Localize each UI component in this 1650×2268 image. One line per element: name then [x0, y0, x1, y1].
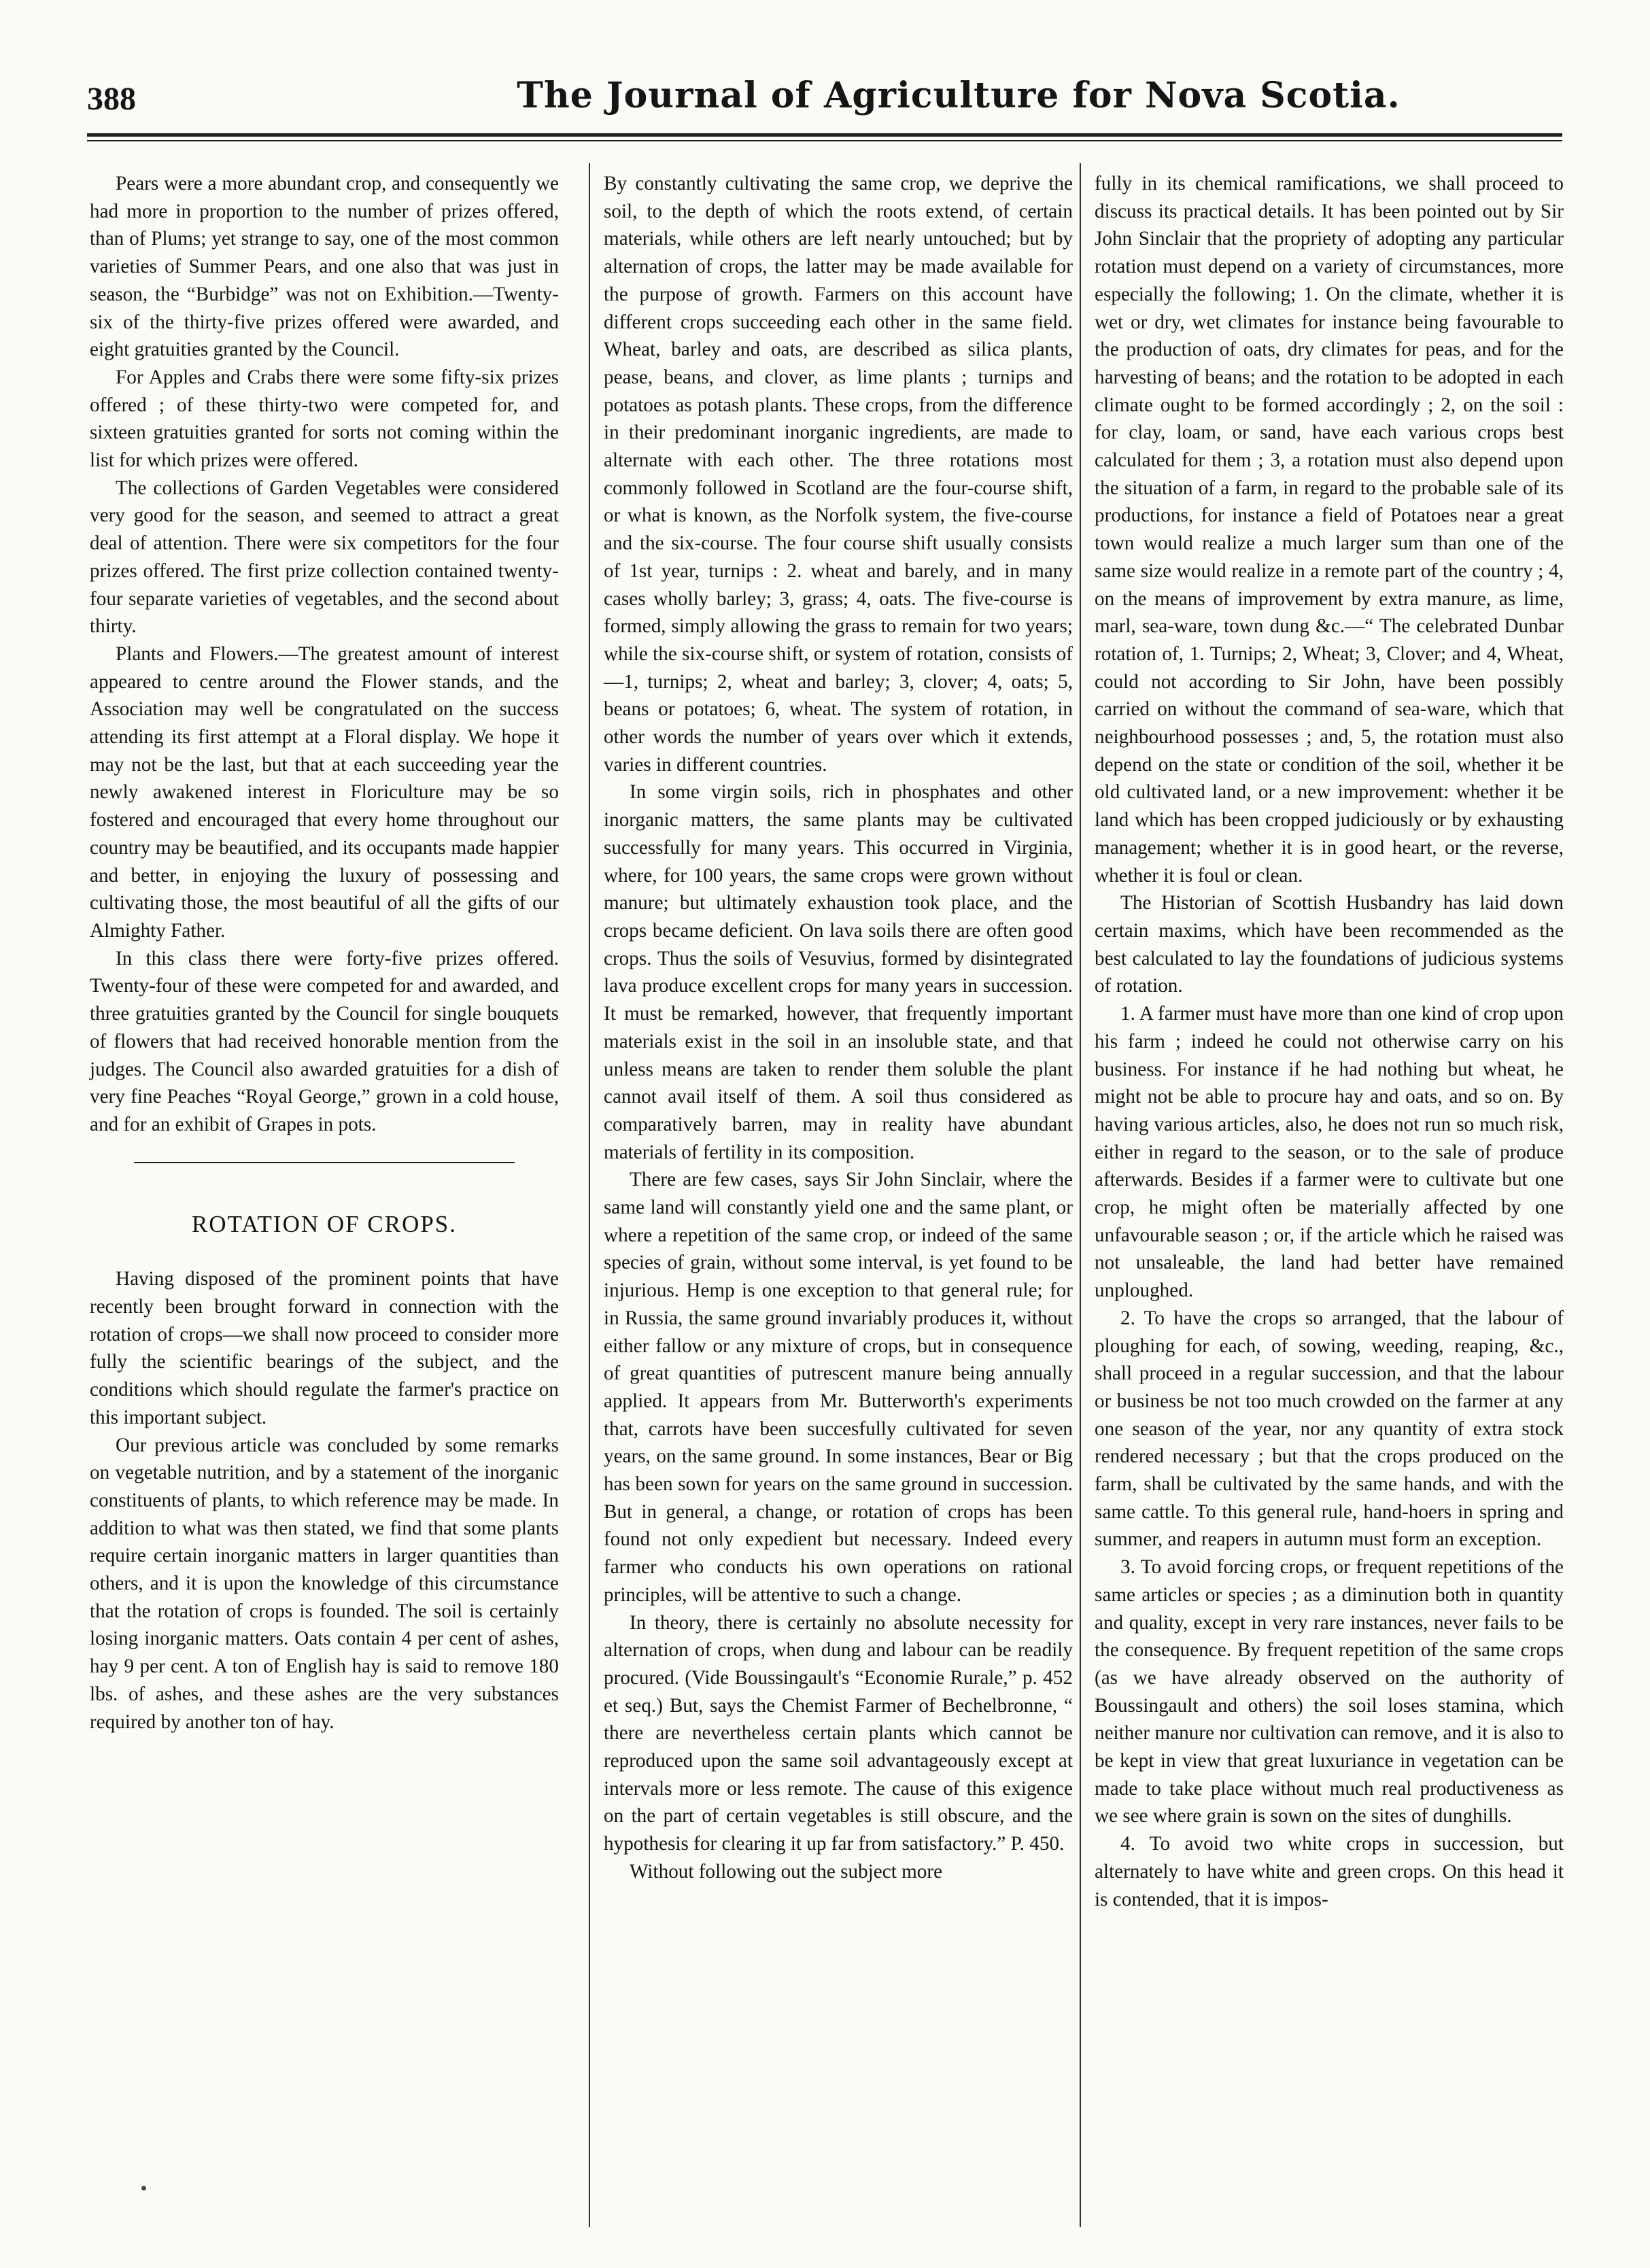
paragraph: Our previous article was concluded by some remarks on vegetable nutrition, and by a statement of the inorganic constituents of plants, to which reference may be made. In addition to what was then stated, we find that some plants require certain inorganic matters in larger quantities than others, and it is upon the knowledge of this circumstance that the rotation of crops is founded. The soil is certainly losing inorganic matters. Oats contain 4 per cent of ashes, hay 9 per cent. A ton of English hay is said to remove 180 lbs. of ashes, and these ashes are the very substances required by another ton of hay.: [90, 1434, 559, 1733]
paragraph: In some virgin soils, rich in phosphates and other inorganic matters, the same plants may be cultivated successfully for many years. This occurred in Virginia, where, for 100 years, the same crops were grown without manure; but ultimately exhaustion took place, and the crops became deficient. On lava soils there are often good crops. Thus the soils of Vesuvius, formed by disintegrated lava produce excellent crops for many years in succession. It must be remarked, however, that frequently important materials exist in the soil in an insoluble state, and that unless means are taken to render them soluble the plant cannot avail itself of them. A soil thus considered as comparatively barren, may in reality have abundant materials of fertility in its composition.: [604, 781, 1073, 1163]
paragraph: The Historian of Scottish Husbandry has laid down certain maxims, which have been recommended as the best calculated to lay the foundations of judicious systems of rotation.: [1095, 892, 1564, 997]
header-rule-thin: [87, 140, 1562, 141]
header-rule-thick: [87, 133, 1562, 137]
paragraph: Without following out the subject more: [630, 1860, 943, 1883]
column-left: [90, 170, 559, 1736]
section-divider: [134, 1162, 515, 1163]
footer-dot: [141, 2186, 146, 2190]
paragraph: 2. To have the crops so arranged, that the labour of ploughing for each, of sowing, weeding, reaping, &c., shall proceed in a regular succession, and that the labour or business be not too much crowded on the farmer at any one season of the year, nor any quantity of extra stock rendered necessary ; but that the crops produced on the farm, shall be cultivated by the same hands, and with the same cattle. To this general rule, hand-hoers in spring and summer, and reapers in autumn must form an exception.: [1095, 1307, 1564, 1551]
paragraph: fully in its chemical ramifications, we shall proceed to discuss its practical details. It has been pointed out by Sir John Sinclair that the propriety of adopting any particular rotation must depend on a variety of circumstances, more especially the following; 1. On the climate, whether it is wet or dry, wet climates for instance being favourable to the production of oats, dry climates for peas, and for the harvesting of beans; and the rotation to be adopted in each climate ought to be formed accordingly ; 2, on the soil : for clay, loam, or sand, have each various crops best calculated for them ; 3, a rotation must also depend upon the situation of a farm, in regard to the probable sale of its productions, for instance a field of Potatoes near a great town would realize a much larger sum than one of the same size would realize in a remote part of the country ; 4, on the means of improvement by extra manure, as lime, marl, sea-ware, town dung &c.—“ The celebrated Dunbar rotation of, 1. Turnips; 2, Wheat; 3, Clover; and 4, Wheat, could not according to Sir John, have been possibly carried on without the command of sea-ware, which that neighbourhood possesses ; and, 5, the rotation must also depend on the state or condition of the soil, whether it be old cultivated land, or a new improvement: whether it be land which has been cropped judiciously or by exhausting management; whether it is in good heart, or the reverse, whether it is foul or clean.: [1095, 173, 1564, 887]
paragraph: 3. To avoid forcing crops, or frequent repetitions of the same articles or species ; as a diminution both in quantity and quality, except in very rare instances, never fails to be the consequence. By frequent repetition of the same crops (as we have already observed on the authority of Boussingault and others) the soil loses stamina, which neither manure nor cultivation can remove, and it is also to be kept in view that great luxuriance in vegetation can be made to take place without much real productiveness as we see where grain is sown on the sites of dunghills.: [1095, 1556, 1564, 1827]
column-right: [1095, 170, 1564, 1913]
paragraph: There are few cases, says Sir John Sinclair, where the same land will constantly yield one and the same plant, or where a repetition of the same crop, or indeed of the same species of grain, without some interval, is yet found to be injurious. Hemp is one exception to that general rule; for in Russia, the same ground invariably produces it, without either fallow or any mixture of crops, but in consequence of great quantities of putrescent manure being annually applied. It appears from Mr. Butterworth's experiments that, carrots have been succesfully cultivated for seven years, on the same ground. In some instances, Bear or Big has been sown for years on the same ground in succession. But in general, a change, or rotation of crops has been found not only expedient but necessary. Indeed every farmer who conducts his own operations on rational principles, will be attentive to such a change.: [604, 1169, 1073, 1606]
paragraph: In theory, there is certainly no absolute necessity for alternation of crops, when dung and labour can be readily procured. (Vide Boussingault's “Economie Rurale,” p. 452 et seq.) But, says the Chemist Farmer of Bechelbronne, “ there are nevertheless certain plants which cannot be reproduced upon the same soil advantageously except at intervals more or less remote. The cause of this exigence on the part of certain vegetables is still obscure, and the hypothesis for clearing it up far from satisfactory.” P. 450.: [604, 1611, 1073, 1855]
paragraph: 4. To avoid two white crops in succession, but alternately to have white and green crops. On this head it is contended, that it is impos-: [1095, 1833, 1564, 1910]
paragraph: Having disposed of the prominent points that have recently been brought forward in connection with the rotation of crops—we shall now proceed to consider more fully the scientific bearings of the subject, and the conditions which should regulate the farmer's practice on this important subject.: [90, 1268, 559, 1428]
paragraph: Pears were a more abundant crop, and consequently we had more in proportion to the number of prizes offered, than of Plums; yet strange to say, one of the most common varieties of Summer Pears, and one also that was just in season, the “Burbidge” was not on Exhibition.—Twenty-six of the thirty-five prizes offered were awarded, and eight gratuities granted by the Council.: [90, 173, 559, 361]
column-divider-left: [589, 163, 590, 2227]
column-middle: [604, 170, 1073, 1886]
paragraph: The collections of Garden Vegetables were considered very good for the season, and seemed to attract a great deal of attention. There were six competitors for the four prizes offered. The first prize collection contained twenty-four separate varieties of vegetables, and the second about thirty.: [90, 477, 559, 638]
paragraph: In this class there were forty-five prizes offered. Twenty-four of these were competed for and awarded, and three gratuities granted by the Council for single bouquets of flowers that had received honorable mention from the judges. The Council also awarded gratuities for a dish of very fine Peaches “Royal George,” grown in a cold house, and for an exhibit of Grapes in pots.: [90, 947, 559, 1135]
page-number: 388: [87, 81, 136, 117]
column-divider-right: [1080, 163, 1081, 2227]
paragraph: Plants and Flowers.—The greatest amount of interest appeared to centre around the Flower stands, and the Association may well be congratulated on the success attending its first attempt at a Floral display. We hope it may not be the last, but that at each succeeding year the newly awakened interest in Floriculture may be so fostered and encouraged that every home throughout our country may be beautified, and its occupants made happier and better, in enjoying the luxury of possessing and cultivating those, the most beautiful of all the gifts of our Almighty Father.: [90, 642, 559, 942]
paragraph: By constantly cultivating the same crop, we deprive the soil, to the depth of which the roots extend, of certain materials, while others are left nearly untouched; but by alternation of crops, the latter may be made available for the purpose of growth. Farmers on this account have different crops succeeding each other in the same field. Wheat, barley and oats, are described as silica plants, pease, beans, and clover, as lime plants ; turnips and potatoes as potash plants. These crops, from the difference in their predominant inorganic ingredients, are made to alternate with each other. The three rotations most commonly followed in Scotland are the four-course shift, or what is known, as the Norfolk system, the five-course and the six-course. The four course shift usually consists of 1st year, turnips : 2. wheat and barely, and in many cases wholly barley; 3, grass; 4, oats. The five-course is formed, simply allowing the grass to remain for two years; while the six-course shift, or system of rotation, consists of—1, turnips; 2, wheat and barley; 3, clover; 4, oats; 5, beans or potatoes; 6, wheat. The system of rotation, in other words the number of years over which it extends, varies in different countries.: [604, 173, 1073, 776]
paragraph: For Apples and Crabs there were some fifty-six prizes offered ; of these thirty-two were competed for, and sixteen gratuities granted for sorts not coming within the list for which prizes were offered.: [90, 366, 559, 472]
section-heading: ROTATION OF CROPS.: [191, 1210, 458, 1237]
journal-title: The Journal of Agriculture for Nova Scotia.: [517, 75, 1400, 116]
paragraph: 1. A farmer must have more than one kind of crop upon his farm ; indeed he could not otherwise carry on his business. For instance if he had nothing but wheat, he might not be able to procure hay and oats, and so on. By having various articles, also, he does not run so much risk, either in regard to the season, or to the sale of produce afterwards. Besides if a farmer were to cultivate but one crop, he might often be materially affected by one unfavourable season ; or, if the article which he raised was not unsaleable, the land had better have remained unploughed.: [1095, 1003, 1564, 1302]
